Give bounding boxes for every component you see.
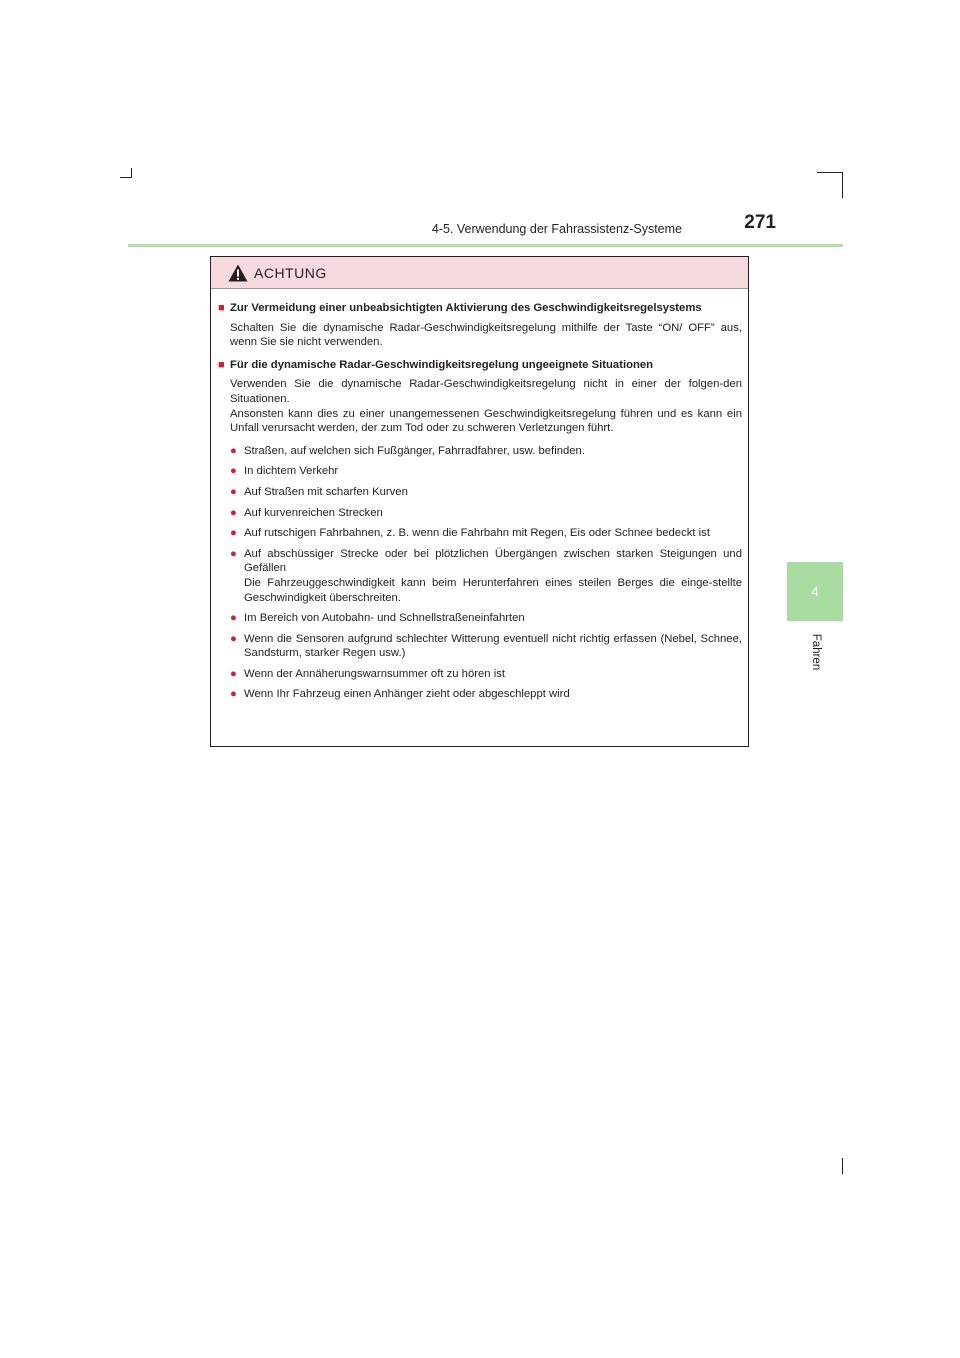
chapter-number: 4 xyxy=(811,584,819,599)
list-item: ● Wenn die Sensoren aufgrund schlechter Witterung eventuell nicht richtig erfassen (Nebel, Schnee, Sandsturm, starker Regen usw.) xyxy=(230,632,742,660)
warning-header xyxy=(211,257,748,289)
bullet-dot-icon: ● xyxy=(230,506,237,519)
bullet-dot-icon: ● xyxy=(230,527,237,540)
bullet-dot-icon: ● xyxy=(230,444,237,457)
list-item: ● Auf kurvenreichen Strecken xyxy=(230,506,383,519)
warning-body xyxy=(211,289,748,702)
square-bullet-icon: ■ xyxy=(218,358,225,371)
bullet-dot-icon: ● xyxy=(230,612,237,625)
crop-mark-top-right-h xyxy=(817,172,843,173)
bullet-dot-icon: ● xyxy=(230,547,237,560)
crop-mark-top-left-h xyxy=(120,177,132,178)
bullet-dot-icon: ● xyxy=(230,688,237,701)
chapter-tab xyxy=(787,562,843,621)
list-item: ● Wenn der Annäherungswarnsummer oft zu hören ist xyxy=(230,667,506,680)
list-item: ● Auf abschüssiger Strecke oder bei plötzlichen Übergängen zwischen starken Steigungen und Gefällen Die Fahrzeuggeschwindigkeit kann beim Herunterfahren eines steilen Berges die einge-stellte Geschwindigkeit überschreiten. xyxy=(230,547,742,604)
header-rule xyxy=(128,244,843,247)
list-item: ● Auf Straßen mit scharfen Kurven xyxy=(230,485,408,498)
warning-title: ACHTUNG xyxy=(254,264,327,281)
bullet-dot-icon: ● xyxy=(230,485,237,498)
warning-triangle-icon xyxy=(228,264,248,282)
list-item: ● Auf rutschigen Fahrbahnen, z. B. wenn die Fahrbahn mit Regen, Eis oder Schnee bedeckt ist xyxy=(230,527,710,540)
list-item-note: Die Fahrzeuggeschwindigkeit kann beim Herunterfahren eines steilen Berges die einge-stellte Geschwindigkeit überschreiten. xyxy=(244,576,742,604)
section-heading: ■ Für die dynamische Radar-Geschwindigkeitsregelung ungeeignete Situationen xyxy=(218,358,654,371)
section-heading: ■ Zur Vermeidung einer unbeabsichtigten Aktivierung des Geschwindigkeitsregelsystems xyxy=(218,302,702,314)
warning-box xyxy=(210,256,749,747)
chapter-label-box xyxy=(796,630,836,674)
section-paragraph: Schalten Sie die dynamische Radar-Geschwindigkeitsregelung mithilfe der Taste “ON/ OFF” aus, wenn Sie sie nicht verwenden. xyxy=(230,321,742,349)
crop-mark-bottom-right-v xyxy=(842,1158,843,1174)
bullet-dot-icon: ● xyxy=(230,465,237,478)
page-number: 271 xyxy=(744,212,776,233)
section-paragraph: Verwenden Sie die dynamische Radar-Geschwindigkeitsregelung nicht in einer der folgen-den Situationen. Ansonsten kann dies zu einer unangemessenen Geschwindigkeitsregelung führen und es kann ein Unfall verursacht werden, der zum Tod oder zu schweren Verletzungen führt. xyxy=(230,378,742,435)
bullet-dot-icon: ● xyxy=(230,667,237,680)
list-item: ● Straßen, auf welchen sich Fußgänger, Fahrradfahrer, usw. befinden. xyxy=(230,444,585,457)
section-title: 4-5. Verwendung der Fahrassistenz-Systeme xyxy=(431,222,682,236)
square-bullet-icon: ■ xyxy=(218,302,225,314)
list-item: ● In dichtem Verkehr xyxy=(230,465,339,478)
crop-mark-top-right-v xyxy=(842,172,843,198)
chapter-label: Fahren xyxy=(810,633,822,671)
bullet-dot-icon: ● xyxy=(230,632,237,645)
list-item: ● Wenn Ihr Fahrzeug einen Anhänger zieht oder abgeschleppt wird xyxy=(230,688,570,701)
list-item: ● Im Bereich von Autobahn- und Schnellstraßeneinfahrten xyxy=(230,612,525,625)
